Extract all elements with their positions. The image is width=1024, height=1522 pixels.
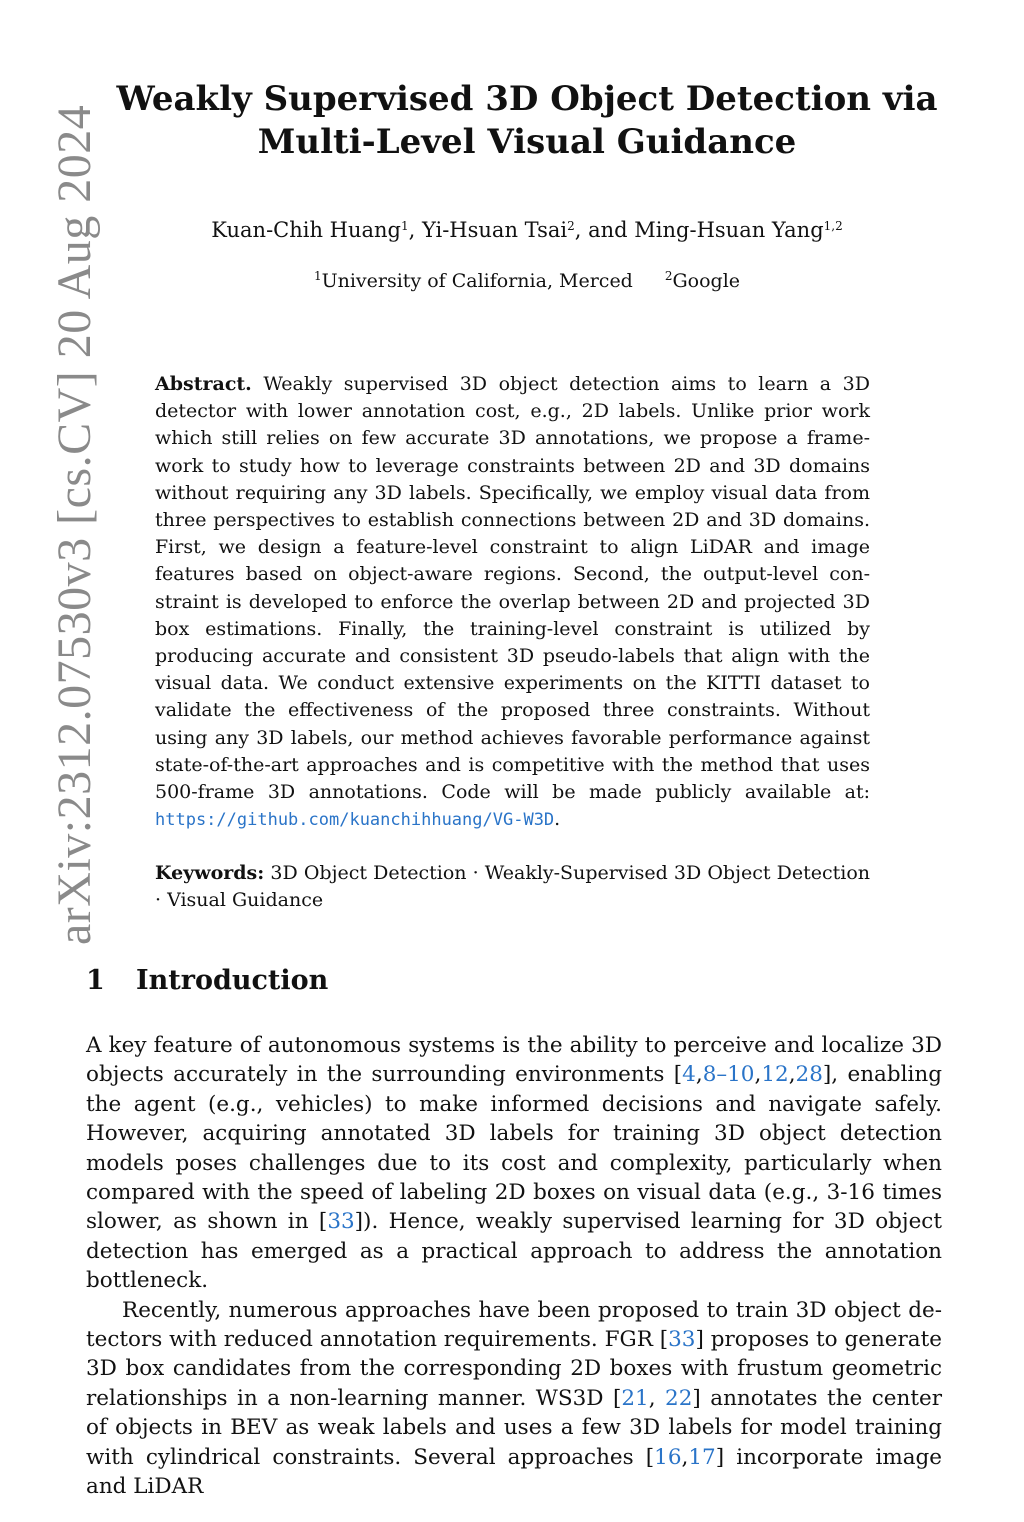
citation-link[interactable]: 17: [688, 1444, 716, 1470]
text-run: ,: [648, 1385, 666, 1411]
text-run: ] annotates the center of objects in BEV as weak labels and uses a few 3D labels for model training with cylindrical constraints. Several approaches [: [86, 1385, 942, 1470]
text-run: ,: [695, 1062, 703, 1088]
introduction-body: [86, 1031, 942, 1502]
citation-link[interactable]: 22: [665, 1385, 693, 1411]
citation-link[interactable]: 28: [795, 1062, 823, 1088]
citation-link[interactable]: 8–10: [702, 1062, 755, 1088]
abstract-label: Abstract.: [155, 373, 252, 395]
author-affiliation-mark: 1: [401, 219, 409, 233]
text-run: ], enabling the agent (e.g., vehicles) to make informed decisions and navigate safely. However, acquiring annotated 3D labels for training 3D object detection models poses challenges due to its cost and complexity, particularly when compared with the speed of labeling 2D boxes on visual data (e.g., 3-16 times slower, as shown in [: [86, 1062, 943, 1235]
keywords-text: 3D Object Detection · Weakly-Supervised 3D Object Detection · Visual Guidance: [155, 862, 870, 912]
text-run: ]). Hence, weakly supervised learning for 3D object detection has emerged as a practical approach to address the annotation bottleneck.: [86, 1209, 942, 1294]
abstract-end: .: [554, 808, 561, 831]
author-affiliation-mark: 2: [567, 219, 575, 233]
section-heading: [86, 965, 328, 996]
citation-link[interactable]: 33: [327, 1209, 355, 1235]
author-separator: ,: [408, 218, 422, 242]
affiliation-name: University of California, Merced: [321, 270, 633, 292]
title-line-2: Multi-Level Visual Guidance: [257, 122, 797, 162]
text-run: ] incorporate image and LiDAR: [86, 1444, 943, 1500]
author-name: Yi-Hsuan Tsai: [422, 218, 568, 242]
abstract-text: Weakly supervised 3D object detection aims to learn a 3D detector with lower annotation cost, e.g., 2D labels. Unlike prior work which still relies on few accurate 3D annotations, we propose a framework to study how to leverage constraints between 2D and 3D domains without requiring any 3D labels. Specifically, we employ visual data from three perspectives to establish connections between 2D and 3D domains. First, we design a feature-level constraint to align LiDAR and image features based on object-aware regions. Second, the output-level constraint is developed to enforce the overlap between 2D and projected 3D box estimations. Finally, the training-level constraint is utilized by producing accurate and consistent 3D pseudo-labels that align with the visual data. We conduct extensive experiments on the KITTI dataset to validate the effectiveness of the proposed three constraints. Without using any 3D labels, our method achieves favorable performance against state-of-the-art approaches and is competitive with the method that uses 500-frame 3D annotations. Code will be made publicly available at:: [155, 373, 870, 804]
section-title: Introduction: [136, 965, 329, 996]
citation-link[interactable]: 16: [654, 1444, 682, 1470]
citation-link[interactable]: 21: [621, 1385, 649, 1411]
intro-paragraph-2: [86, 1296, 942, 1502]
text-run: Recently, numerous approaches have been proposed to train 3D object detectors with reduced annotation requirements. FGR [: [86, 1297, 942, 1353]
section-number: 1: [86, 965, 105, 996]
paper-title: [100, 78, 954, 164]
affiliation-mark: 2: [664, 269, 673, 283]
author-affiliation-mark: 1,2: [823, 219, 843, 233]
title-line-1: Weakly Supervised 3D Object Detection via: [116, 79, 938, 119]
citation-link[interactable]: 12: [761, 1062, 789, 1088]
text-run: ,: [788, 1062, 796, 1088]
text-run: ,: [681, 1444, 689, 1470]
citation-link[interactable]: 33: [668, 1327, 696, 1353]
abstract: [155, 371, 870, 834]
code-link[interactable]: https://github.com/kuanchihhuang/VG-W3D: [155, 810, 555, 831]
text-run: A key feature of autonomous systems is the ability to perceive and localize 3D objects accurately in the surrounding environments [: [86, 1033, 942, 1088]
intro-paragraph-1: [86, 1031, 942, 1296]
arxiv-identifier: arXiv:2312.07530v3 [cs.CV] 20 Aug 2024: [48, 104, 101, 945]
keywords-label: Keywords:: [155, 862, 265, 884]
citation-link[interactable]: 4: [682, 1062, 696, 1088]
affiliation-name: Google: [672, 270, 741, 292]
text-run: ] proposes to generate 3D box candidates from the corresponding 2D boxes with frustum geometric relationships in a non-learning manner. WS3D [: [86, 1327, 942, 1411]
affiliation-mark: 1: [313, 269, 322, 283]
author-list: [100, 218, 954, 242]
author-separator: , and: [574, 218, 635, 242]
keywords: [155, 860, 870, 914]
affiliations: [100, 270, 954, 292]
text-run: ,: [754, 1062, 762, 1088]
author-name: Kuan-Chih Huang: [211, 218, 401, 242]
author-name: Ming-Hsuan Yang: [634, 218, 824, 242]
